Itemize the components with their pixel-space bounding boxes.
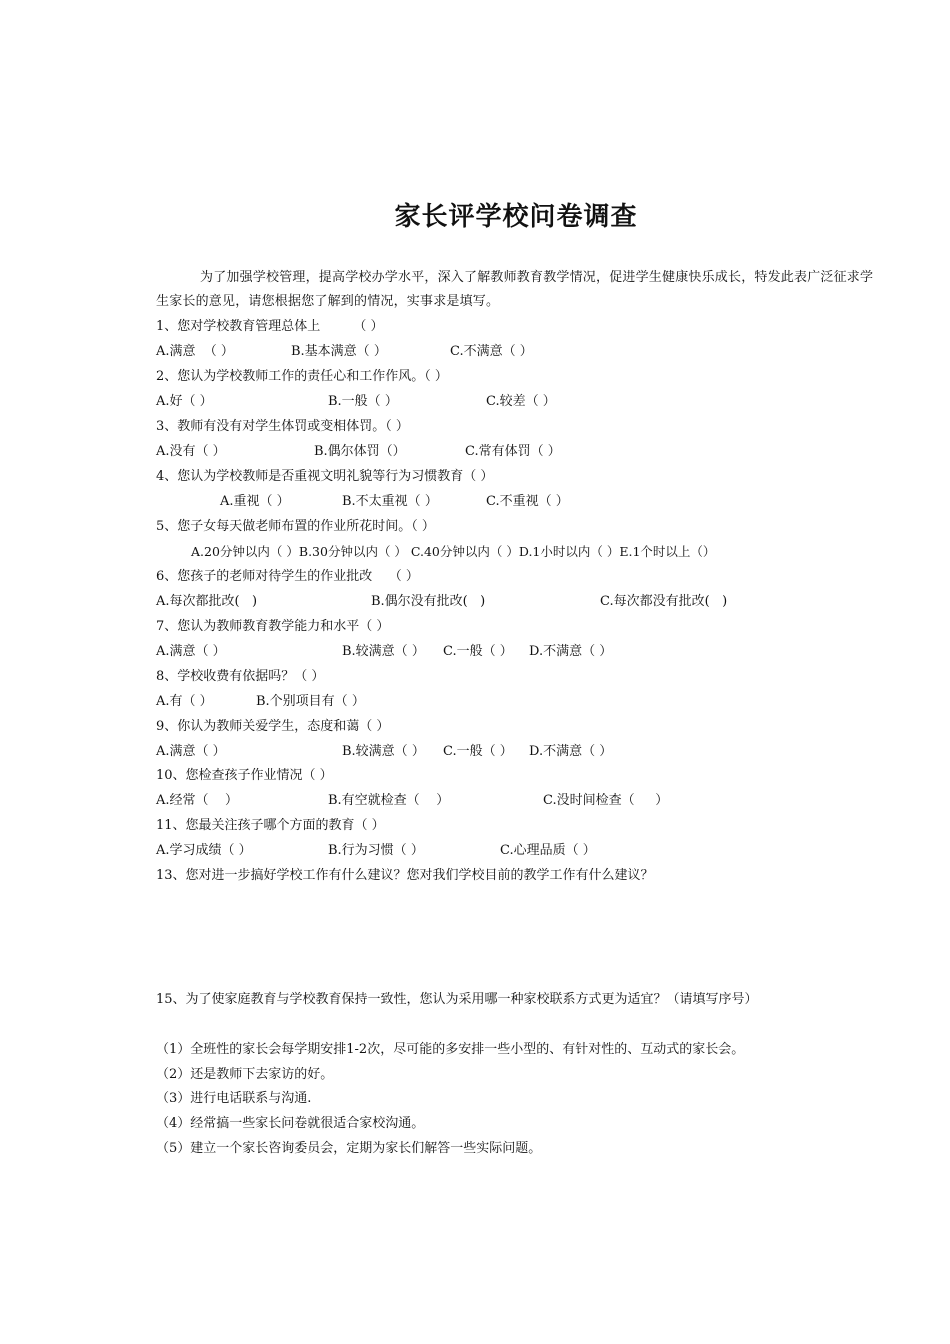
question-15: 15、为了使家庭教育与学校教育保持一致性，您认为采用哪一种家校联系方式更为适宜？（请填写序号）: [156, 992, 758, 1007]
question-9: 9、你认为教师关爱学生，态度和蔼（ ）: [156, 719, 390, 734]
q6-option-a[interactable]: A.每次都批改( ): [156, 594, 258, 609]
q4-option-b[interactable]: B.不太重视（ ）: [342, 494, 438, 509]
q1-option-b[interactable]: B.基本满意（ ）: [291, 344, 387, 359]
q9-option-b[interactable]: B.较满意（ ）: [342, 744, 425, 759]
question-11: 11、您最关注孩子哪个方面的教育（ ）: [156, 818, 385, 833]
q7-option-b[interactable]: B.较满意（ ）: [342, 644, 425, 659]
q10-option-a[interactable]: A.经常（ ）: [156, 793, 239, 808]
q7-option-c[interactable]: C.一般（ ）: [443, 644, 513, 659]
q15-item-4: （4）经常搞一些家长问卷就很适合家校沟通。: [156, 1116, 425, 1131]
question-6: 6、您孩子的老师对待学生的作业批改 （ ）: [156, 569, 419, 584]
q2-option-c[interactable]: C.较差（ ）: [486, 394, 556, 409]
question-5: 5、您子女每天做老师布置的作业所花时间。（ ）: [156, 519, 435, 534]
q9-option-c[interactable]: C.一般（ ）: [443, 744, 513, 759]
question-1: 1、您对学校教育管理总体上 （ ）: [156, 319, 384, 334]
q2-option-b[interactable]: B.一般（ ）: [328, 394, 398, 409]
q11-option-a[interactable]: A.学习成绩（ ）: [156, 843, 252, 858]
question-13: 13、您对进一步搞好学校工作有什么建议？您对我们学校目前的教学工作有什么建议？: [156, 868, 654, 883]
q15-item-2: （2）还是教师下去家访的好。: [156, 1067, 334, 1082]
q15-item-1: （1）全班性的家长会每学期安排1-2次，尽可能的多安排一些小型的、有针对性的、互动式的家长会。: [156, 1042, 745, 1057]
q1-option-c[interactable]: C.不满意（ ）: [450, 344, 533, 359]
q2-option-a[interactable]: A.好（ ）: [156, 394, 213, 409]
q4-option-a[interactable]: A.重视（ ）: [220, 494, 290, 509]
question-8: 8、学校收费有依据吗？（ ）: [156, 669, 325, 684]
q3-option-c[interactable]: C.常有体罚（ ）: [465, 444, 561, 459]
document-title: 家长评学校问卷调查: [394, 202, 638, 232]
question-3: 3、教师有没有对学生体罚或变相体罚。（ ）: [156, 419, 409, 434]
q8-option-b[interactable]: B.个别项目有（ ）: [256, 694, 365, 709]
q1-option-a[interactable]: A.满意 （ ）: [156, 344, 234, 359]
q10-option-b[interactable]: B.有空就检查（ ）: [328, 793, 450, 808]
question-4: 4、您认为学校教师是否重视文明礼貌等行为习惯教育（ ）: [156, 469, 494, 484]
question-7: 7、您认为教师教育教学能力和水平（ ）: [156, 619, 390, 634]
q4-option-c[interactable]: C.不重视（ ）: [486, 494, 569, 509]
q10-option-c[interactable]: C.没时间检查（ ）: [543, 793, 669, 808]
q6-option-c[interactable]: C.每次都没有批改( ): [600, 594, 728, 609]
q7-option-d[interactable]: D.不满意（ ）: [529, 644, 613, 659]
q3-option-a[interactable]: A.没有（ ）: [156, 444, 226, 459]
q11-option-c[interactable]: C.心理品质（ ）: [500, 843, 596, 858]
q11-option-b[interactable]: B.行为习惯（ ）: [328, 843, 424, 858]
q15-item-3: （3）进行电话联系与沟通.: [156, 1091, 312, 1106]
question-10: 10、您检查孩子作业情况（ ）: [156, 768, 333, 783]
q8-option-a[interactable]: A.有（ ）: [156, 694, 213, 709]
question-2: 2、您认为学校教师工作的责任心和工作作风。（ ）: [156, 369, 448, 384]
q15-item-5: （5）建立一个家长咨询委员会，定期为家长们解答一些实际问题。: [156, 1141, 542, 1156]
q9-option-a[interactable]: A.满意（ ）: [156, 744, 226, 759]
intro-paragraph: 为了加强学校管理，提高学校办学水平，深入了解教师教育教学情况，促进学生健康快乐成长，特发此表广泛征求学生家长的意见，请您根据您了解到的情况，实事求是填写。: [156, 270, 874, 309]
q6-option-b[interactable]: B.偶尔没有批改( ): [371, 594, 486, 609]
q7-option-a[interactable]: A.满意（ ）: [156, 644, 226, 659]
q3-option-b[interactable]: B.偶尔体罚（）: [314, 444, 406, 459]
q9-option-d[interactable]: D.不满意（ ）: [529, 744, 613, 759]
q5-options[interactable]: A.20分钟以内（ ）B.30分钟以内（ ） C.40分钟以内（ ）D.1小时以内（ ）E.1个时以上（）: [191, 544, 716, 559]
